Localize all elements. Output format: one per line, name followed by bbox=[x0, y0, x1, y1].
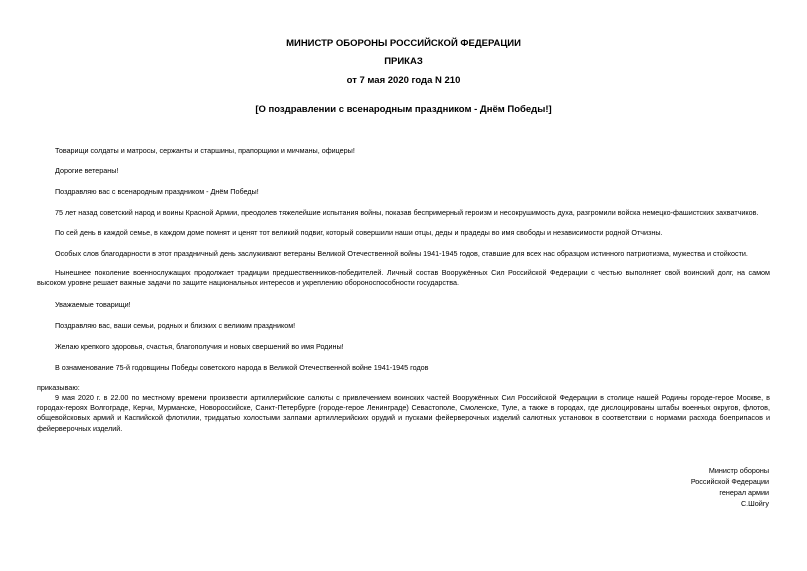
paragraph-congrats-families: Поздравляю вас, ваши семьи, родных и близких с великим праздником! bbox=[55, 321, 296, 330]
paragraph-generation: Нынешнее поколение военнослужащих продолжает традиции предшественников-победителей. Личный состав Вооружённых Сил Российской Федерации с честью выполняет свой воинский долг, на самом высоком уровне решает важные задачи по защите национальных интересов и укреплению обороноспособности государства. bbox=[37, 268, 770, 288]
paragraph-greeting: Товарищи солдаты и матросы, сержанты и старшины, прапорщики и мичманы, офицеры! bbox=[55, 146, 355, 155]
order-text: 9 мая 2020 г. в 22.00 по местному времени произвести артиллерийские салюты с привлечением воинских частей Вооружённых Сил Российской Федерации в столице нашей Родины городе-герое Москве, в городах-героях Волгограде, Керчи, Мурманске, Новороссийске, Санкт-Петербурге (городе-герое Ленинграде) Севастополе, Смоленске, Туле, а также в городах, где дислоцированы штабы военных округов, флотов, общевойсковых армий и Каспийской флотилии, тридцатью холостыми залпами артиллерийских орудий и пусками фейерверочных изделий салютных установок в соответствии с нормами расхода боеприпасов и фейерверочных изделий. bbox=[37, 393, 770, 433]
paragraph-anniversary: В ознаменование 75-й годовщины Победы советского народа в Великой Отечественной войне 1941-1945 годов bbox=[55, 363, 429, 372]
paragraph-congrats: Поздравляю вас с всенародным праздником - Днём Победы! bbox=[55, 187, 259, 196]
signature-country: Российской Федерации bbox=[690, 477, 769, 486]
paragraph-veterans: Дорогие ветераны! bbox=[55, 166, 119, 175]
date-number-heading: от 7 мая 2020 года N 210 bbox=[346, 75, 461, 86]
paragraph-wishes: Желаю крепкого здоровья, счастья, благополучия и новых свершений во имя Родины! bbox=[55, 342, 344, 351]
order-word: приказываю: bbox=[37, 383, 80, 392]
paragraph-memory: По сей день в каждой семье, в каждом доме помнят и ценят тот великий подвиг, который совершили наши отцы, деды и прадеды во имя свободы и независимости родной Отчизны. bbox=[55, 228, 663, 237]
doc-type-heading: ПРИКАЗ bbox=[384, 56, 423, 67]
subject-heading: [О поздравлении с всенародным праздником - Днём Победы!] bbox=[255, 104, 552, 115]
issuer-heading: МИНИСТР ОБОРОНЫ РОССИЙСКОЙ ФЕДЕРАЦИИ bbox=[286, 38, 521, 49]
paragraph-75-years: 75 лет назад советский народ и воины Красной Армии, преодолев тяжелейшие испытания войны, показав беспримерный героизм и несокрушимость духа, разгромили войска немецко-фашистских захватчиков. bbox=[55, 208, 759, 217]
signature-title: Министр обороны bbox=[708, 466, 769, 475]
paragraph-gratitude: Особых слов благодарности в этот праздничный день заслуживают ветераны Великой Отечественной войны 1941-1945 годов, ставшие для всех нас образцом истинного патриотизма, мужества и стойкости. bbox=[55, 249, 748, 258]
signature-rank: генерал армии bbox=[719, 488, 769, 497]
paragraph-dear-comrades: Уважаемые товарищи! bbox=[55, 300, 131, 309]
signature-name: С.Шойгу bbox=[740, 499, 769, 508]
